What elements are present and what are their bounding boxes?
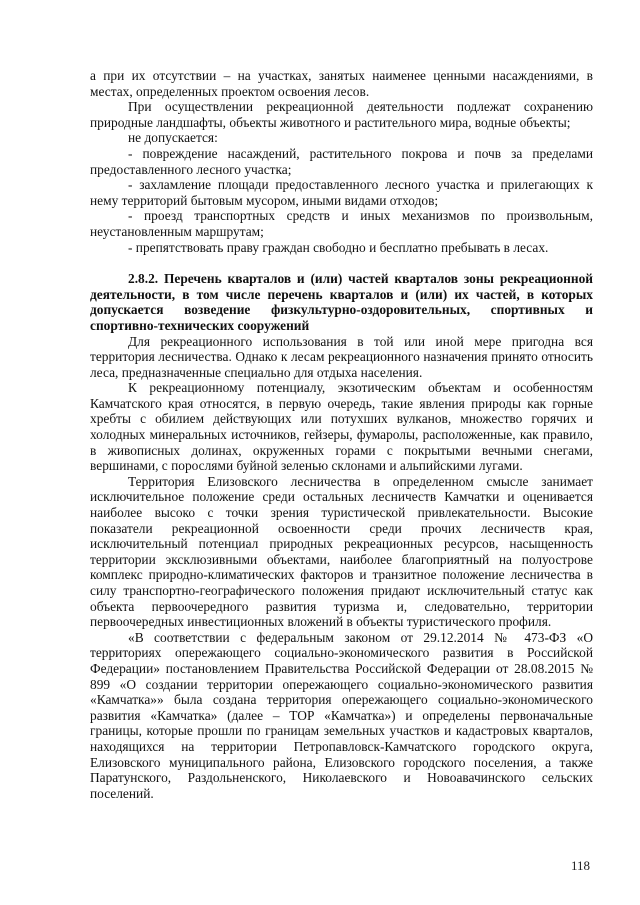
paragraph-requirements: При осуществлении рекреационной деятельности подлежат сохранению природные ландшафты, объекты животного и растительного мира, водные объекты; (90, 99, 593, 130)
list-item-vehicles: - проезд транспортных средств и иных механизмов по произвольным, неустановленным маршрутам; (90, 208, 593, 239)
section-gap (90, 255, 593, 271)
paragraph-continuation: а при их отсутствии – на участках, занятых наименее ценными насаждениями, в местах, определенных проектом освоения лесов. (90, 68, 593, 99)
paragraph-tor-kamchatka: «В соответствии с федеральным законом от 29.12.2014 № 473-ФЗ «О территориях опережающего социально-экономического развития в Российской Федерации» постановлением Правительства Российской Федерации от 28.08.2015 № 899 «О создании территории опережающего социально-экономического развития «Камчатка»» была создана территория опережающего социально-экономического развития «Камчатка» (далее – ТОР «Камчатка») и определены первоначальные границы, которые прошли по границам земельных участков и кадастровых кварталов, находящихся на территории Петропавловск-Камчатского городского округа, Елизовского муниципального района, Елизовского городского поселения, а также Паратунского, Раздольненского, Николаевского и Новоавачинского сельских поселений. (90, 629, 593, 801)
page-number: 118 (570, 858, 590, 873)
list-item-litter: - захламление площади предоставленного лесного участка и прилегающих к нему территорий бытовым мусором, иными видами отходов; (90, 177, 593, 208)
paragraph-recreation-potential: К рекреационному потенциалу, экзотическим объектам и особенностям Камчатского края относятся, в первую очередь, такие явления природы как горные хребты с обилием действующих или потухших вулканов, множество горячих и холодных минеральных источников, гейзеры, фумаролы, расположенные, как правило, в живописных долинах, окруженных горами с покрытыми вечными снегами, вершинами, с порослями буйной зеленью склонами и альпийскими лугами. (90, 380, 593, 474)
list-item-damage: - повреждение насаждений, растительного покрова и почв за пределами предоставленного лесного участка; (90, 145, 593, 177)
paragraph-not-allowed: не допускается: (128, 130, 218, 146)
paragraph-elizovo-forestry: Территория Елизовского лесничества в определенном смысле занимает исключительное положение среди остальных лесничеств Камчатки и оценивается наиболее высоко с точки зрения туристической привлекательности. Высокие показатели рекреационной освоенности среди прочих лесничеств края, исключительный потенциал природных рекреационных ресурсов, насыщенность территории эксклюзивными объектами, наиболее благоприятный на полуострове комплекс природно-климатических факторов и транзитное положение лесничества в силу транспортно-географического положения придают исключительный статус как объекта первоочередного развития туризма и, следовательно, территории первоочередных инвестиционных вложений в объекты туристического профиля. (90, 473, 593, 630)
document-page (90, 68, 593, 801)
paragraph-recreation-use: Для рекреационного использования в той или иной мере пригодна вся территория лесничества. Однако к лесам рекреационного назначения принято относить леса, предназначенные специально для отдыха населения. (90, 333, 593, 380)
section-heading: 2.8.2. Перечень кварталов и (или) частей кварталов зоны рекреационной деятельности, в том числе перечень кварталов и (или) их частей, в которых допускается возведение физкультурно-оздоровительных, спортивных и спортивно-технических сооружений (90, 271, 593, 333)
list-item-access: - препятствовать праву граждан свободно и бесплатно пребывать в лесах. (128, 239, 549, 255)
